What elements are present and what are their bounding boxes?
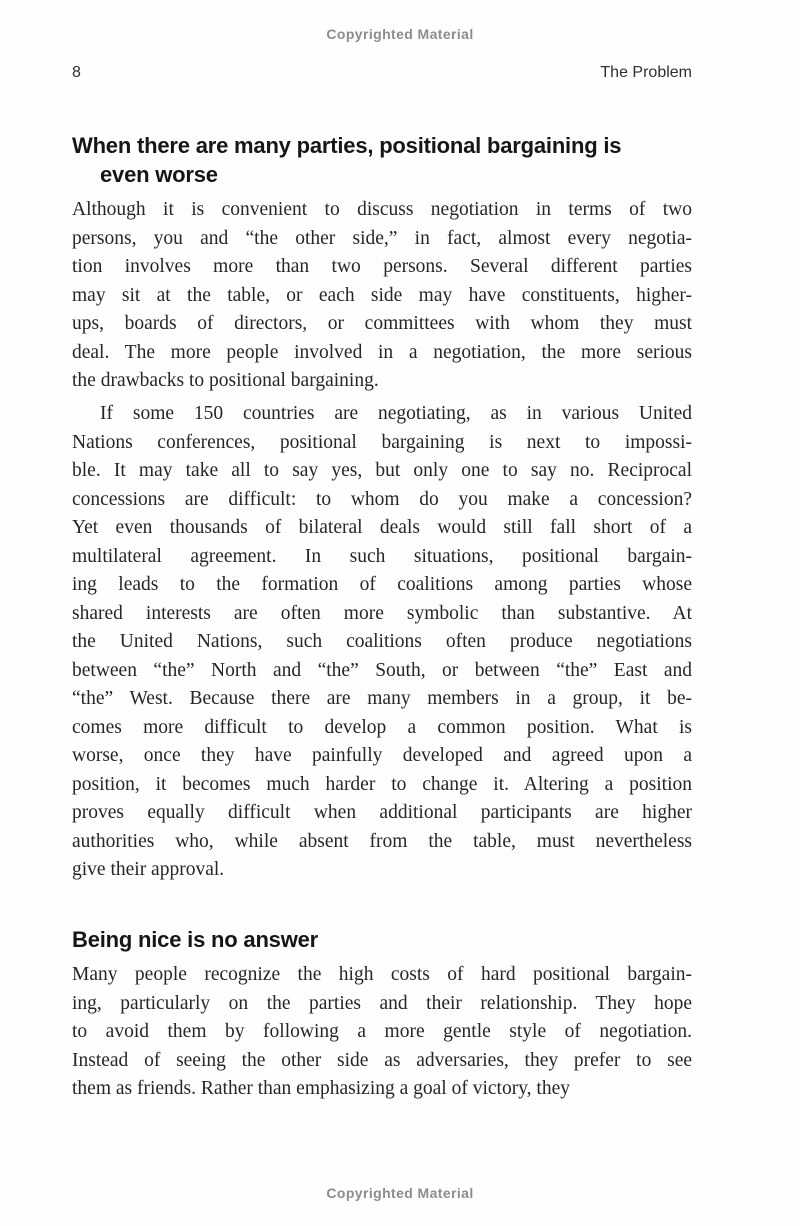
text-line: multilateral agreement. In such situations, positional bargain- (72, 545, 692, 567)
text-line: ble. It may take all to say yes, but only one to say no. Reciprocal (72, 460, 692, 481)
text-line: even worse (100, 162, 218, 187)
text-line: ing leads to the formation of coalitions among parties whose (72, 574, 692, 595)
text-line: to avoid them by following a more gentle style of negotiation. (72, 1021, 692, 1042)
text-line: Yet even thousands of bilateral deals would still fall short of a (72, 517, 692, 538)
body-paragraph (72, 196, 692, 396)
text-line: Nations conferences, positional bargaining is next to impossi- (72, 431, 692, 453)
text-line: ing, particularly on the parties and their relationship. They hope (72, 992, 692, 1014)
running-header (72, 64, 692, 82)
page-number: 8 (72, 64, 81, 81)
text-line: Many people recognize the high costs of hard positional bargain- (72, 964, 692, 985)
text-line: worse, once they have painfully developed and agreed upon a (72, 745, 692, 766)
text-line: authorities who, while absent from the table, must nevertheless (72, 830, 692, 852)
text-line: Although it is convenient to discuss negotiation in terms of two (72, 199, 692, 220)
text-line: position, it becomes much harder to change it. Altering a position (72, 773, 692, 795)
section-heading-label: Being nice is no answer (72, 927, 319, 952)
text-line: deal. The more people involved in a negotiation, the more serious (72, 341, 692, 363)
text-line: persons, you and “the other side,” in fact, almost every negotia- (72, 227, 692, 249)
text-line: the drawbacks to positional bargaining. (72, 370, 379, 391)
text-line: give their approval. (72, 859, 225, 880)
text-line: When there are many parties, positional bargaining is (72, 133, 622, 158)
text-line: If some 150 countries are negotiating, as in various United (100, 403, 692, 424)
text-line: proves equally difficult when additional participants are higher (72, 802, 692, 823)
text-line: tion involves more than two persons. Several different parties (72, 256, 692, 277)
copyright-notice-top: Copyrighted Material (326, 26, 474, 42)
text-line: shared interests are often more symbolic than substantive. At (72, 602, 692, 624)
text-line: Instead of seeing the other side as adversaries, they prefer to see (72, 1049, 692, 1071)
running-header-title: The Problem (600, 64, 692, 81)
text-line: between “the” North and “the” South, or between “the” East and (72, 659, 692, 681)
text-line: may sit at the table, or each side may have constituents, higher- (72, 284, 692, 306)
text-line: ups, boards of directors, or committees with whom they must (72, 313, 692, 334)
text-line: them as friends. Rather than emphasizing a goal of victory, they (72, 1078, 571, 1099)
text-line: concessions are difficult: to whom do you make a concession? (72, 488, 692, 510)
body-paragraph (72, 961, 692, 1104)
text-line: “the” West. Because there are many members in a group, it be- (72, 688, 692, 709)
copyright-notice-bottom: Copyrighted Material (326, 1185, 474, 1201)
section-heading-being-nice (72, 925, 692, 954)
text-line: the United Nations, such coalitions often produce negotiations (72, 631, 692, 652)
text-line: comes more difficult to develop a common position. What is (72, 716, 692, 738)
body-paragraph (72, 400, 692, 885)
section-heading-many-parties (72, 131, 692, 189)
